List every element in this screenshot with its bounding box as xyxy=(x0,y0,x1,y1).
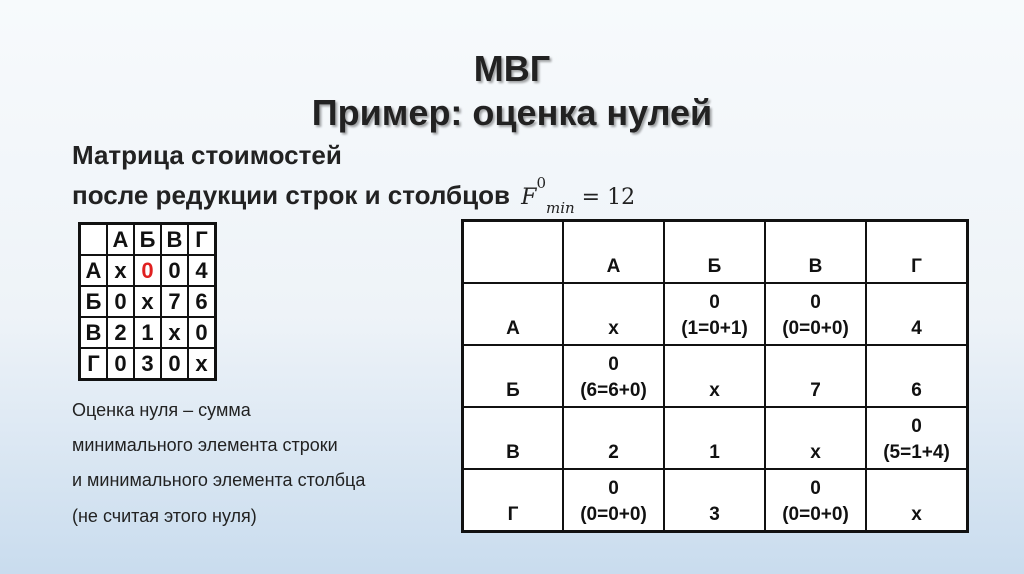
cell-value: В xyxy=(506,442,520,463)
zero-estimate-matrix xyxy=(461,219,969,533)
big-matrix-row xyxy=(463,469,968,532)
cell-value: 4 xyxy=(911,318,922,339)
small-matrix-cell: х xyxy=(161,317,188,348)
small-matrix-row-label: Г xyxy=(80,348,108,380)
small-matrix-cell: 7 xyxy=(161,286,188,317)
big-matrix-header-cell: А xyxy=(563,221,664,284)
cell-value: Б xyxy=(506,380,520,401)
big-matrix-row xyxy=(463,345,968,407)
note-line3: и минимального элемента столбца xyxy=(72,470,366,490)
small-matrix-cell: 0 xyxy=(107,348,134,380)
small-matrix-header-cell: Г xyxy=(188,224,216,256)
small-matrix-cell: 0 xyxy=(188,317,216,348)
small-matrix-header-cell: Б xyxy=(134,224,161,256)
formula-base: F xyxy=(521,185,537,210)
small-matrix-cell: х xyxy=(134,286,161,317)
big-matrix-header-cell xyxy=(463,221,564,284)
big-matrix-cell xyxy=(563,345,664,407)
small-matrix-cell: 3 xyxy=(134,348,161,380)
cell-value: 0 xyxy=(911,416,922,437)
big-matrix-cell xyxy=(563,283,664,345)
small-matrix-header-cell xyxy=(80,224,108,256)
cell-value: 6 xyxy=(911,380,922,401)
small-matrix-row xyxy=(80,317,216,348)
big-matrix-cell xyxy=(664,407,765,469)
cell-estimate: (0=0+0) xyxy=(580,504,647,525)
big-matrix-cell xyxy=(563,469,664,532)
note-line2: минимального элемента строки xyxy=(72,435,338,455)
big-matrix-cell xyxy=(664,283,765,345)
big-matrix-header-row xyxy=(463,221,968,284)
cell-value: х xyxy=(810,442,821,463)
big-matrix-row xyxy=(463,283,968,345)
small-matrix-cell: 4 xyxy=(188,255,216,286)
matrix-caption-line1: Матрица стоимостей xyxy=(72,140,342,170)
small-matrix-row xyxy=(80,348,216,380)
cell-value: Г xyxy=(507,504,519,525)
small-cost-matrix xyxy=(78,222,217,381)
small-matrix-cell: х xyxy=(107,255,134,286)
big-matrix-header-cell: Г xyxy=(866,221,968,284)
formula-subscript: min xyxy=(545,199,575,217)
big-matrix-row-label xyxy=(463,283,564,345)
small-matrix-header-cell: В xyxy=(161,224,188,256)
big-matrix-row-label xyxy=(463,407,564,469)
cell-estimate: (1=0+1) xyxy=(681,318,748,339)
cell-value: 3 xyxy=(709,504,720,525)
formula-value: = 12 xyxy=(574,185,636,210)
big-matrix-cell xyxy=(866,283,968,345)
big-matrix-cell xyxy=(765,283,866,345)
big-matrix-header-cell: Б xyxy=(664,221,765,284)
cell-value: 0 xyxy=(810,478,821,499)
cell-estimate: (0=0+0) xyxy=(782,504,849,525)
big-matrix-row-label xyxy=(463,469,564,532)
big-matrix-cell xyxy=(866,345,968,407)
small-matrix-row-label: Б xyxy=(80,286,108,317)
note-line1: Оценка нуля – сумма xyxy=(72,400,251,420)
fmin-formula xyxy=(521,174,636,217)
big-matrix-row xyxy=(463,407,968,469)
big-matrix-cell xyxy=(765,469,866,532)
cell-value: 0 xyxy=(810,292,821,313)
slide-title: МВГ xyxy=(473,48,551,89)
cell-value: х xyxy=(709,380,720,401)
cell-value: А xyxy=(506,318,520,339)
small-matrix-cell: х xyxy=(188,348,216,380)
small-matrix-cell: 2 xyxy=(107,317,134,348)
big-matrix-header-cell: В xyxy=(765,221,866,284)
small-matrix-cell: 0 xyxy=(107,286,134,317)
cell-value: х xyxy=(911,504,922,525)
matrix-caption-text: после редукции строк и столбцов xyxy=(72,180,510,210)
cell-estimate: (6=6+0) xyxy=(580,380,647,401)
note-line4: (не считая этого нуля) xyxy=(72,506,257,526)
cell-value: 0 xyxy=(608,354,619,375)
slide-subtitle: Пример: оценка нулей xyxy=(311,92,713,133)
big-matrix-row-label xyxy=(463,345,564,407)
cell-value: 2 xyxy=(608,442,619,463)
small-matrix-row-label: В xyxy=(80,317,108,348)
small-matrix-cell: 0 xyxy=(161,255,188,286)
small-matrix-cell: 0 xyxy=(134,255,161,286)
matrix-caption-line2 xyxy=(72,174,636,217)
cell-value: 1 xyxy=(709,442,720,463)
big-matrix-cell xyxy=(664,345,765,407)
cell-value: х xyxy=(608,318,619,339)
formula-superscript: 0 xyxy=(536,174,546,192)
small-matrix-row xyxy=(80,255,216,286)
big-matrix-cell xyxy=(866,469,968,532)
big-matrix-cell xyxy=(664,469,765,532)
small-matrix-cell: 6 xyxy=(188,286,216,317)
cell-value: 7 xyxy=(810,380,821,401)
small-matrix-cell: 1 xyxy=(134,317,161,348)
small-matrix-header-row xyxy=(80,224,216,256)
cell-estimate: (5=1+4) xyxy=(883,442,950,463)
big-matrix-cell xyxy=(563,407,664,469)
small-matrix-row-label: А xyxy=(80,255,108,286)
big-matrix-cell xyxy=(866,407,968,469)
big-matrix-cell xyxy=(765,407,866,469)
cell-value: 0 xyxy=(709,292,720,313)
cell-value: 0 xyxy=(608,478,619,499)
small-matrix-header-cell: А xyxy=(107,224,134,256)
small-matrix-row xyxy=(80,286,216,317)
big-matrix-cell xyxy=(765,345,866,407)
small-matrix-cell: 0 xyxy=(161,348,188,380)
cell-estimate: (0=0+0) xyxy=(782,318,849,339)
